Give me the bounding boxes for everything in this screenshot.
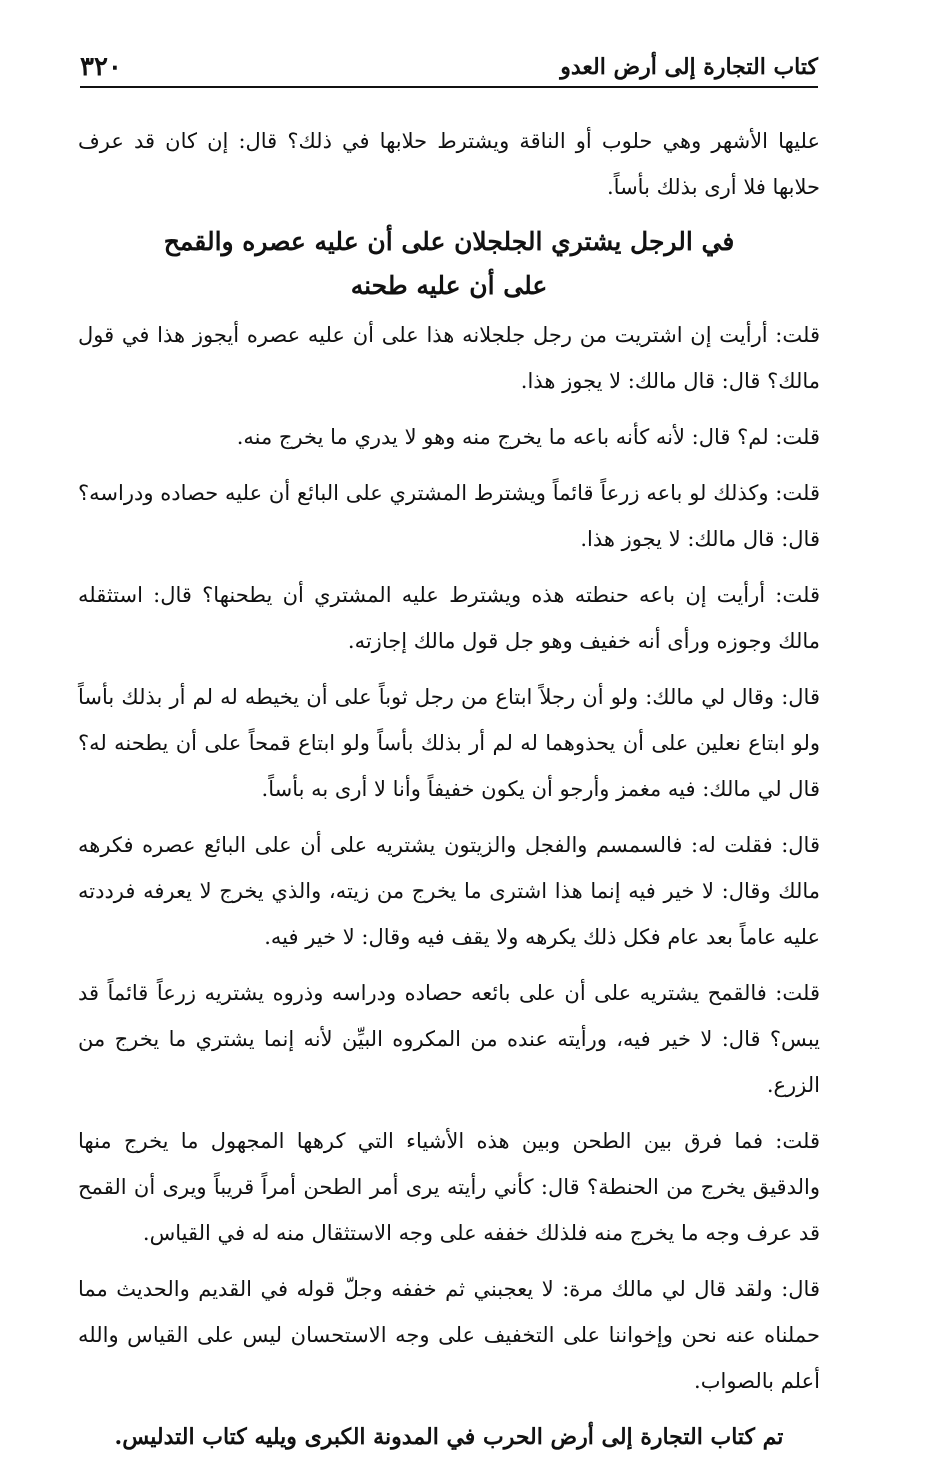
paragraph: قلت: لم؟ قال: لأنه كأنه باعه ما يخرج منه وهو لا يدري ما يخرج منه. [236,425,820,449]
body-text [78,118,820,1460]
page-number: ٣٢٠ [80,52,122,82]
paragraph: قلت: فما فرق بين الطحن وبين هذه الأشياء التي كرهها المجهول ما يخرج منها والدقيق يخرج من الحنطة؟ قال: كأني رأيته يرى أمر الطحن أمراً قريباً ويرى أن القمح قد عرف وجه ما يخرج منه فلذلك خففه على وجه الاستثقال منه له في القياس. [78,1129,820,1245]
intro-paragraph: عليها الأشهر وهي حلوب أو الناقة ويشترط حلابها في ذلك؟ قال: إن كان قد عرف حلابها فلا أرى بذلك بأساً. [78,129,820,199]
paragraph: قال: فقلت له: فالسمسم والفجل والزيتون يشتريه على أن على البائع عصره فكرهه مالك وقال: لا خير فيه إنما هذا اشترى ما يخرج من زيته، والذي يخرج لا يعرفه فرددته عليه عاماً بعد عام فكل ذلك يكرهه ولا يقف فيه وقال: لا خير فيه. [78,833,820,949]
paragraph: قلت: أرأيت إن باعه حنطته هذه ويشترط عليه المشتري أن يطحنها؟ قال: استثقله مالك وجوزه ورأى أنه خفيف وهو جل قول مالك إجازته. [78,583,820,653]
section-heading [78,220,820,308]
running-head [80,50,818,88]
closing-line: تم كتاب التجارة إلى أرض الحرب في المدونة الكبرى ويليه كتاب التدليس. [114,1424,784,1450]
paragraph: قلت: فالقمح يشتريه على أن على بائعه حصاده ودراسه وذروه يشتريه زرعاً قائماً قد يبس؟ قال: لا خير فيه، ورأيته عنده من المكروه البيِّن لأنه إنما يشتري ما يخرج من الزرع. [78,981,820,1097]
paragraph: قال: ولقد قال لي مالك مرة: لا يعجبني ثم خففه وجلّ قوله في القديم والحديث مما حملناه عنه نحن وإخواننا على التخفيف على وجه الاستحسان ليس على القياس والله أعلم بالصواب. [78,1277,820,1393]
paragraph: قلت: وكذلك لو باعه زرعاً قائماً ويشترط المشتري على البائع أن عليه حصاده ودراسه؟ قال: قال مالك: لا يجوز هذا. [78,481,820,551]
book-title: كتاب التجارة إلى أرض العدو [560,54,818,80]
paragraph: قال: وقال لي مالك: ولو أن رجلاً ابتاع من رجل ثوباً على أن يخيطه له لم أر بذلك بأساً ولو ابتاع نعلين على أن يحذوهما له لم أر بذلك بأساً ولو ابتاع قمحاً على أن يطحنه له؟ قال لي مالك: فيه مغمز وأرجو أن يكون خفيفاً وأنا لا أرى به بأساً. [78,685,820,801]
section-heading-line-1: في الرجل يشتري الجلجلان على أن عليه عصره والقمح [163,227,735,256]
section-heading-line-2: على أن عليه طحنه [350,271,548,300]
paragraph: قلت: أرأيت إن اشتريت من رجل جلجلانه هذا على أن عليه عصره أيجوز هذا في قول مالك؟ قال: قال مالك: لا يجوز هذا. [78,323,820,393]
